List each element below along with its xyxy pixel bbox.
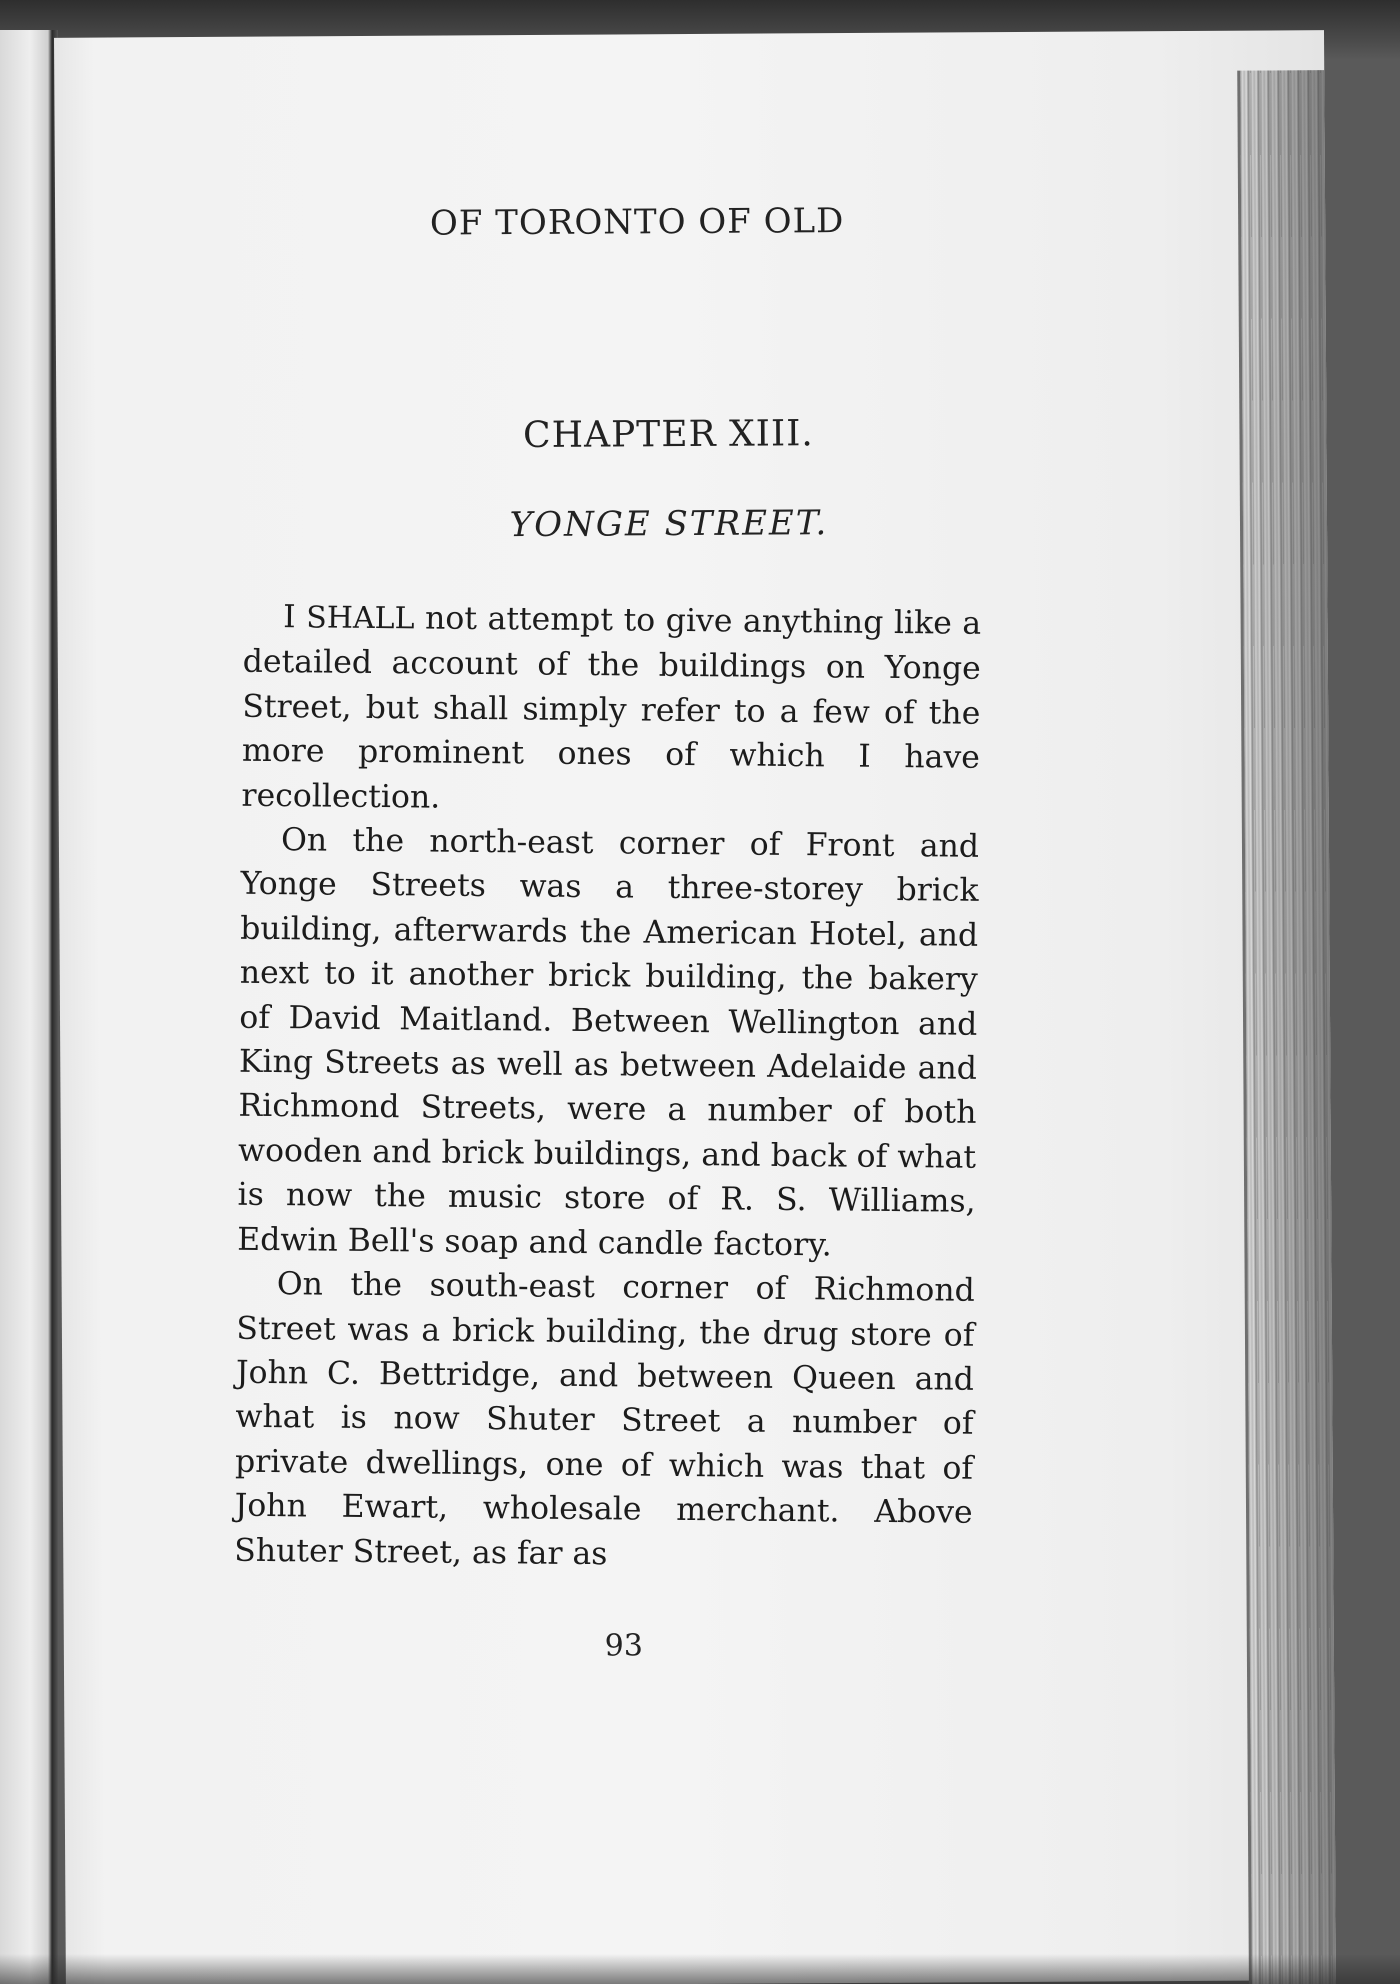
chapter-number: CHAPTER XIII. bbox=[522, 413, 814, 457]
paragraph-1 bbox=[241, 595, 981, 825]
page-edges bbox=[1237, 70, 1336, 1984]
body-text bbox=[234, 595, 981, 1580]
paragraph-2: On the north-east corner of Front and Yonge Streets was a three-storey brick building, afterwards the American Hotel, and next to it another brick building, the bakery of David Maitland. Between Wellington and King Streets as well as between Adelaide and Richmond Streets, were a number of both wooden and brick buildings, and back of what is now the music store of R. S. Williams, Edwin Bell's soap and candle factory. bbox=[237, 822, 980, 1264]
running-head: OF TORONTO OF OLD bbox=[429, 201, 845, 244]
chapter-title: YONGE STREET. bbox=[509, 503, 829, 546]
paragraph-1-small-caps: SHALL bbox=[306, 600, 415, 637]
page-number: 93 bbox=[604, 1628, 644, 1664]
book-binding bbox=[0, 30, 58, 1984]
page-sheet bbox=[54, 30, 1336, 1984]
paragraph-1-lead: I bbox=[283, 599, 296, 636]
paragraph-1-text: not attempt to give anything like a detailed account of the buildings on Yonge Street, but shall simply refer to a few of the more prominent ones of which I have recollection. bbox=[241, 600, 982, 816]
bottom-shadow bbox=[0, 1954, 1400, 1984]
paragraph-3: On the south-east corner of Richmond Street was a brick building, the drug store of John C. Bettridge, and between Queen and what is now Shuter Street a number of private dwellings, one of which was that of John Ewart, wholesale merchant. Above Shuter Street, as far as bbox=[234, 1266, 975, 1572]
